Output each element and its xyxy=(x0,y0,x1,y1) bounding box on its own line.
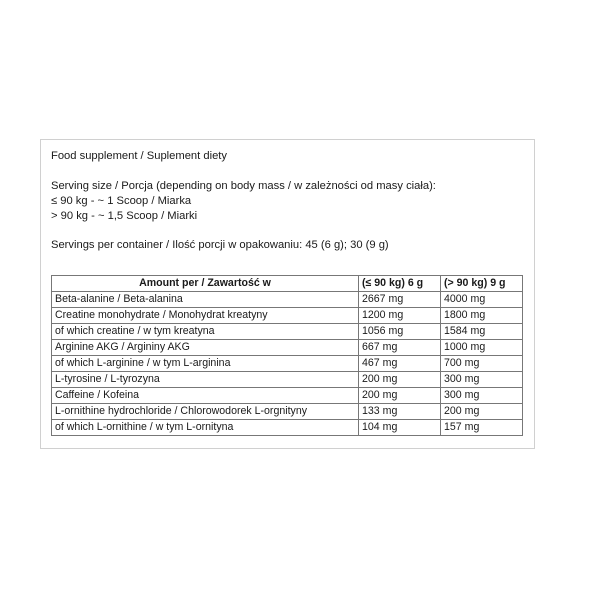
low-dose-amount: 467 mg xyxy=(359,356,441,372)
high-dose-amount: 1800 mg xyxy=(441,308,523,324)
ingredient-name: of which L-arginine / w tym L-arginina xyxy=(52,356,359,372)
nutrition-table xyxy=(51,275,523,436)
table-row xyxy=(52,292,523,308)
header-amount-per: Amount per / Zawartość w xyxy=(52,276,359,292)
table-row xyxy=(52,388,523,404)
high-dose-amount: 4000 mg xyxy=(441,292,523,308)
low-dose-amount: 1056 mg xyxy=(359,324,441,340)
low-dose-amount: 667 mg xyxy=(359,340,441,356)
serving-size-text: Serving size / Porcja (depending on body mass / w zależności od masy ciała): xyxy=(51,180,436,192)
serving-low-text: ≤ 90 kg - ~ 1 Scoop / Miarka xyxy=(51,195,192,207)
high-dose-amount: 300 mg xyxy=(441,388,523,404)
table-row xyxy=(52,404,523,420)
table-row xyxy=(52,356,523,372)
high-dose-amount: 700 mg xyxy=(441,356,523,372)
ingredient-name: Caffeine / Kofeina xyxy=(52,388,359,404)
high-dose-amount: 200 mg xyxy=(441,404,523,420)
header-low-dose: (≤ 90 kg) 6 g xyxy=(359,276,441,292)
table-row xyxy=(52,420,523,436)
servings-per-container-text: Servings per container / Ilość porcji w opakowaniu: 45 (6 g); 30 (9 g) xyxy=(51,239,389,251)
low-dose-amount: 1200 mg xyxy=(359,308,441,324)
low-dose-amount: 200 mg xyxy=(359,372,441,388)
ingredient-name: Creatine monohydrate / Monohydrat kreatyny xyxy=(52,308,359,324)
table-header-row xyxy=(52,276,523,292)
header-high-dose: (> 90 kg) 9 g xyxy=(441,276,523,292)
ingredient-name: Arginine AKG / Argininy AKG xyxy=(52,340,359,356)
document-title: Food supplement / Suplement diety xyxy=(51,150,227,162)
low-dose-amount: 200 mg xyxy=(359,388,441,404)
high-dose-amount: 1584 mg xyxy=(441,324,523,340)
ingredient-name: L-tyrosine / L-tyrozyna xyxy=(52,372,359,388)
high-dose-amount: 157 mg xyxy=(441,420,523,436)
ingredient-name: of which creatine / w tym kreatyna xyxy=(52,324,359,340)
table-row xyxy=(52,324,523,340)
ingredient-name: L-ornithine hydrochloride / Chlorowodorek L-orgnityny xyxy=(52,404,359,420)
table-row xyxy=(52,372,523,388)
low-dose-amount: 2667 mg xyxy=(359,292,441,308)
high-dose-amount: 300 mg xyxy=(441,372,523,388)
low-dose-amount: 133 mg xyxy=(359,404,441,420)
supplement-facts-panel xyxy=(40,139,535,449)
serving-high-text: > 90 kg - ~ 1,5 Scoop / Miarki xyxy=(51,210,198,222)
low-dose-amount: 104 mg xyxy=(359,420,441,436)
ingredient-name: Beta-alanine / Beta-alanina xyxy=(52,292,359,308)
table-row xyxy=(52,308,523,324)
ingredient-name: of which L-ornithine / w tym L-ornityna xyxy=(52,420,359,436)
high-dose-amount: 1000 mg xyxy=(441,340,523,356)
table-row xyxy=(52,340,523,356)
